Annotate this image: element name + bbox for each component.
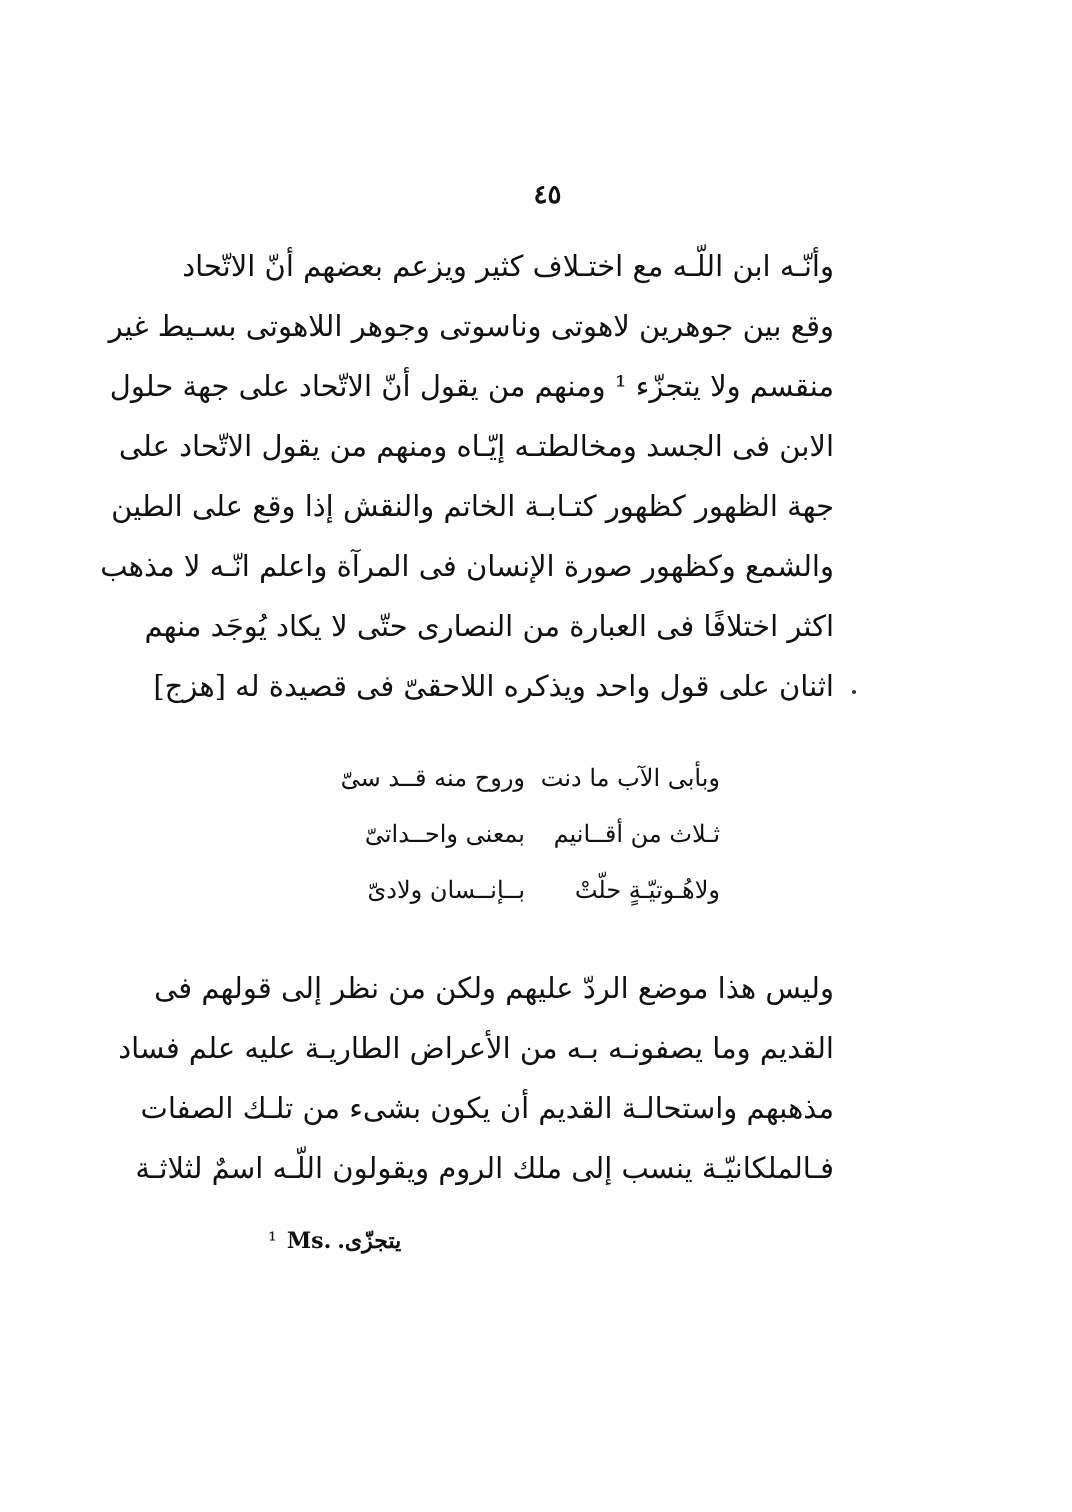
text-line: وليس هذا موضع الردّ عليهم ولكن من نظر إلى قولهم فى (154, 971, 834, 1005)
text-line: منقسم ولا يتجزّء ¹ ومنهم من يقول أنّ الاتّحاد على جهة حلول (109, 369, 834, 403)
text-line: وأنّـه ابن اللّـه مع اختـلاف كثير ويزعم بعضهم أنّ الاتّحاد (182, 249, 834, 283)
verse-first-hemistich: ولاهُـوتيّـةٍ حلّتْ (574, 876, 720, 904)
text-line: وقع بين جوهرين لاهوتى وناسوتى وجوهر اللاهوتى بسـيط غير (108, 309, 834, 343)
text-line: القديم وما يصفونـه بـه من الأعراض الطاريـة عليه علم فساد (118, 1031, 834, 1065)
verse-first-hemistich: ثـلاث من أقــانيم (553, 820, 720, 848)
poem-verse (320, 872, 720, 912)
text-line: اثنان على قول واحد ويذكره اللاحقىّ فى قصيدة له [هزج] (153, 669, 834, 703)
verse-second-hemistich: بــإنــسان ولادىّ (367, 876, 525, 904)
footnote-abbr: Ms. (286, 1228, 332, 1254)
poem-verse (320, 816, 720, 856)
margin-mark (852, 690, 856, 694)
text-line: والشمع وكظهور صورة الإنسان فى المرآة واعلم انّـه لا مذهب (100, 549, 834, 583)
verse-second-hemistich: وروح منه قــد سىّ (340, 764, 525, 792)
footnote (268, 1228, 401, 1254)
verse-first-hemistich: وبأبى الآب ما دنت (540, 764, 720, 792)
text-line: فـالملكانيّـة ينسب إلى ملك الروم ويقولون اللّـه اسمٌ لثلاثـة (135, 1151, 834, 1185)
footnote-mark: ¹ (268, 1229, 277, 1254)
text-line: الابن فى الجسد ومخالطتـه إيّـاه ومنهم من يقول الاتّحاد على (118, 429, 834, 463)
page-number: ٤٥ (533, 180, 562, 210)
text-line: جهة الظهور كظهور كتـابـة الخاتم والنقش إذا وقع على الطين (111, 489, 834, 523)
poem-verse (320, 760, 720, 800)
text-line: اكثر اختلافًا فى العبارة من النصارى حتّى لا يكاد يُوجَد منهم (144, 609, 834, 643)
verse-second-hemistich: بمعنى واحــداتىّ (364, 820, 525, 848)
footnote-word: يتجزّى. (337, 1228, 402, 1254)
text-line: مذهبهم واستحالـة القديم أن يكون بشىء من تلـك الصفات (140, 1091, 834, 1125)
